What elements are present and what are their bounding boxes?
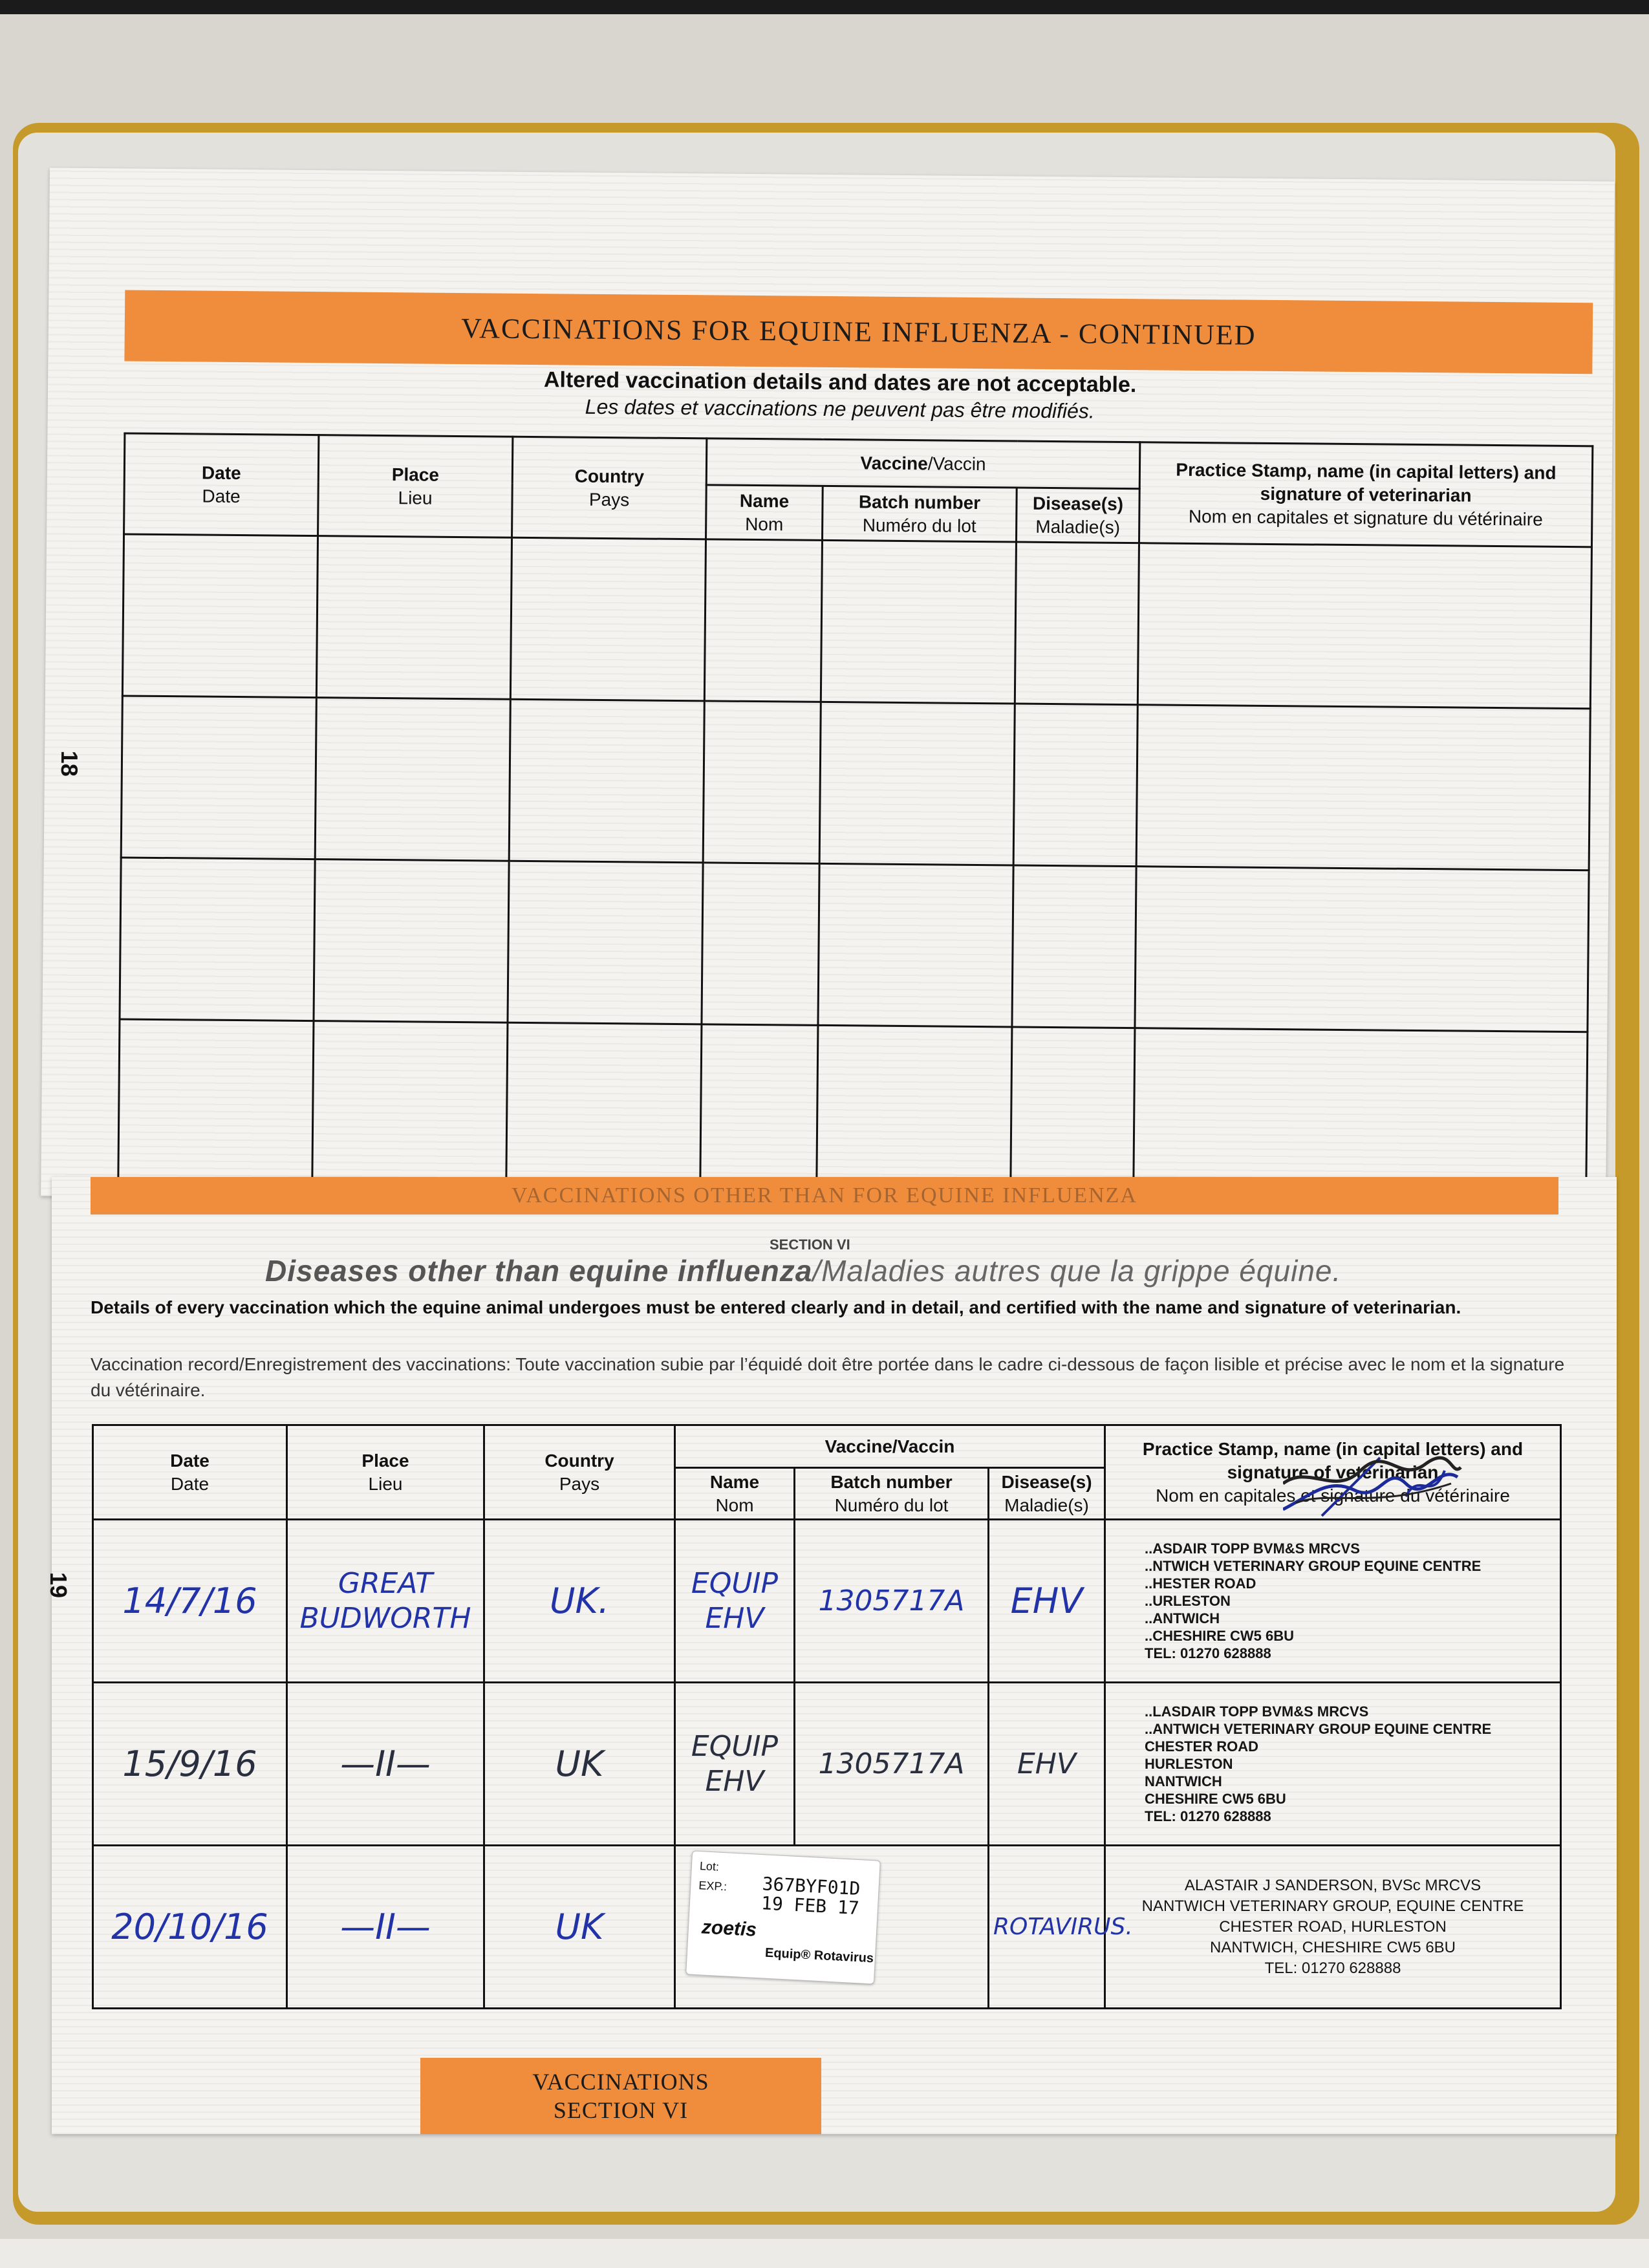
instructions-french: Vaccination record/Enregistrement des vaccinations: Toute vaccination subie par l’équidé doit être portée dans le cadre ci-dessous de façon lisible et précise avec le nom et la signature du vétérinaire.: [91, 1354, 1565, 1400]
instructions-english: Details of every vaccination which the equine animal undergoes must be entered clearly and in detail, and certified with the name and signature of veterinarian.: [91, 1297, 1461, 1317]
header-date: Date Date: [124, 433, 319, 536]
cell-place: —II—: [287, 1683, 484, 1846]
header-disease: Disease(s) Maladie(s): [1016, 488, 1139, 543]
page-18: [41, 167, 1615, 1209]
page-19: [45, 1177, 1617, 2134]
table-row-empty: [121, 696, 1590, 870]
influenza-banner: VACCINATIONS FOR EQUINE INFLUENZA - CONTINUED: [124, 290, 1593, 374]
practice-stamp: ALASTAIR J SANDERSON, BVSc MRCVS NANTWICH VETERINARY GROUP, EQUINE CENTRE CHESTER ROAD, HURLESTON NANTWICH, CHESHIRE CW5 6BU TEL: 01270 628888: [1141, 1876, 1524, 1977]
cell-vaccine-name: EQUIP EHV: [675, 1683, 795, 1846]
warning-english: Altered vaccination details and dates are not acceptable.: [543, 367, 1137, 398]
header-vaccine: Vaccine/Vaccin: [675, 1425, 1105, 1468]
table-row-empty: [122, 534, 1591, 709]
header-country: Country Pays: [512, 437, 707, 539]
table-row-empty: [120, 858, 1589, 1032]
header-place: Place Lieu: [287, 1425, 484, 1520]
cell-country: UK.: [484, 1520, 675, 1683]
label-brand: zoetis: [701, 1916, 757, 1941]
table-row: [93, 1683, 1561, 1846]
cell-batch-number: 1305717A: [795, 1683, 989, 1846]
cell-practice-stamp: [1105, 1520, 1561, 1683]
header-disease: Disease(s) Maladie(s): [989, 1468, 1105, 1520]
header-date: Date Date: [93, 1425, 287, 1520]
cell-vaccine-label: [675, 1846, 989, 2009]
label-lot-caption: Lot:: [699, 1859, 720, 1874]
header-batch-number: Batch number Numéro du lot: [795, 1468, 989, 1520]
scan-edge-top: [0, 0, 1649, 14]
scan-edge-bottom: [0, 2239, 1649, 2268]
practice-stamp: ..LASDAIR TOPP BVM&S MRCVS ..ANTWICH VETERINARY GROUP EQUINE CENTRE CHESTER ROAD HURLESTON NANTWICH CHESHIRE CW5 6BU TEL: 01270 628888: [1145, 1703, 1492, 1824]
cell-date: 20/10/16: [93, 1846, 287, 2009]
header-batch-number: Batch number Numéro du lot: [823, 486, 1017, 542]
section-label: SECTION VI: [770, 1237, 850, 1253]
table-row: [93, 1520, 1561, 1683]
header-practice-stamp: Practice Stamp, name (in capital letters) and signature of veterinarian Nom en capitales et signature du vétérinaire: [1139, 442, 1592, 547]
cell-batch-number: 1305717A: [795, 1520, 989, 1683]
header-place: Place Lieu: [318, 435, 513, 538]
cell-country: UK: [484, 1846, 675, 2009]
label-exp-caption: EXP.:: [698, 1879, 727, 1894]
header-practice-stamp: Practice Stamp, name (in capital letters) and signature of veterinarian Nom en capitales et signature du vétérinaire: [1105, 1425, 1561, 1520]
header-vaccine-name: Name Nom: [706, 485, 823, 541]
cell-date: 15/9/16: [93, 1683, 287, 1846]
header-vaccine-name: Name Nom: [675, 1468, 795, 1520]
header-vaccine: Vaccine/Vaccin: [706, 438, 1140, 489]
section-banner-line-2: SECTION VI: [553, 2097, 689, 2123]
other-vaccinations-banner: VACCINATIONS OTHER THAN FOR EQUINE INFLUENZA: [91, 1177, 1558, 1215]
cell-practice-stamp: [1105, 1683, 1561, 1846]
label-product: Equip® Rotavirus: [764, 1945, 874, 1966]
other-vaccination-table: [92, 1424, 1562, 2009]
cell-place: GREAT BUDWORTH: [287, 1520, 484, 1683]
header-country: Country Pays: [484, 1425, 675, 1520]
cell-disease: EHV: [989, 1683, 1105, 1846]
section-banner-line-1: VACCINATIONS: [532, 2069, 709, 2095]
cell-country: UK: [484, 1683, 675, 1846]
cell-vaccine-name: EQUIP EHV: [675, 1520, 795, 1683]
cell-disease: ROTAVIRUS.: [989, 1846, 1105, 2009]
page-number-18: 18: [56, 750, 83, 777]
cell-practice-stamp: [1105, 1846, 1561, 2009]
label-lot-number: 367BYF01D: [761, 1873, 861, 1900]
cell-disease: EHV: [989, 1520, 1105, 1683]
practice-stamp: ..ASDAIR TOPP BVM&S MRCVS ..NTWICH VETERINARY GROUP EQUINE CENTRE ..HESTER ROAD ..URLESTON ..ANTWICH ..CHESHIRE CW5 6BU TEL: 01270 628888: [1145, 1540, 1482, 1661]
label-expiry-date: 19 FEB 17: [760, 1892, 860, 1919]
signature-icon: [1283, 1445, 1464, 1516]
influenza-vaccination-table: [117, 432, 1593, 1194]
table-row-empty: [118, 1019, 1588, 1194]
cell-place: —II—: [287, 1846, 484, 2009]
page-number-19: 19: [45, 1571, 72, 1599]
table-row: [93, 1846, 1561, 2009]
cell-date: 14/7/16: [93, 1520, 287, 1683]
section-vi-banner: [420, 2058, 821, 2134]
section-subtitle: Diseases other than equine influenza/Maladies autres que la grippe équine.: [265, 1254, 1342, 1288]
vaccine-batch-label: [685, 1850, 881, 1984]
warning-french: Les dates et vaccinations ne peuvent pas être modifiés.: [585, 394, 1095, 423]
